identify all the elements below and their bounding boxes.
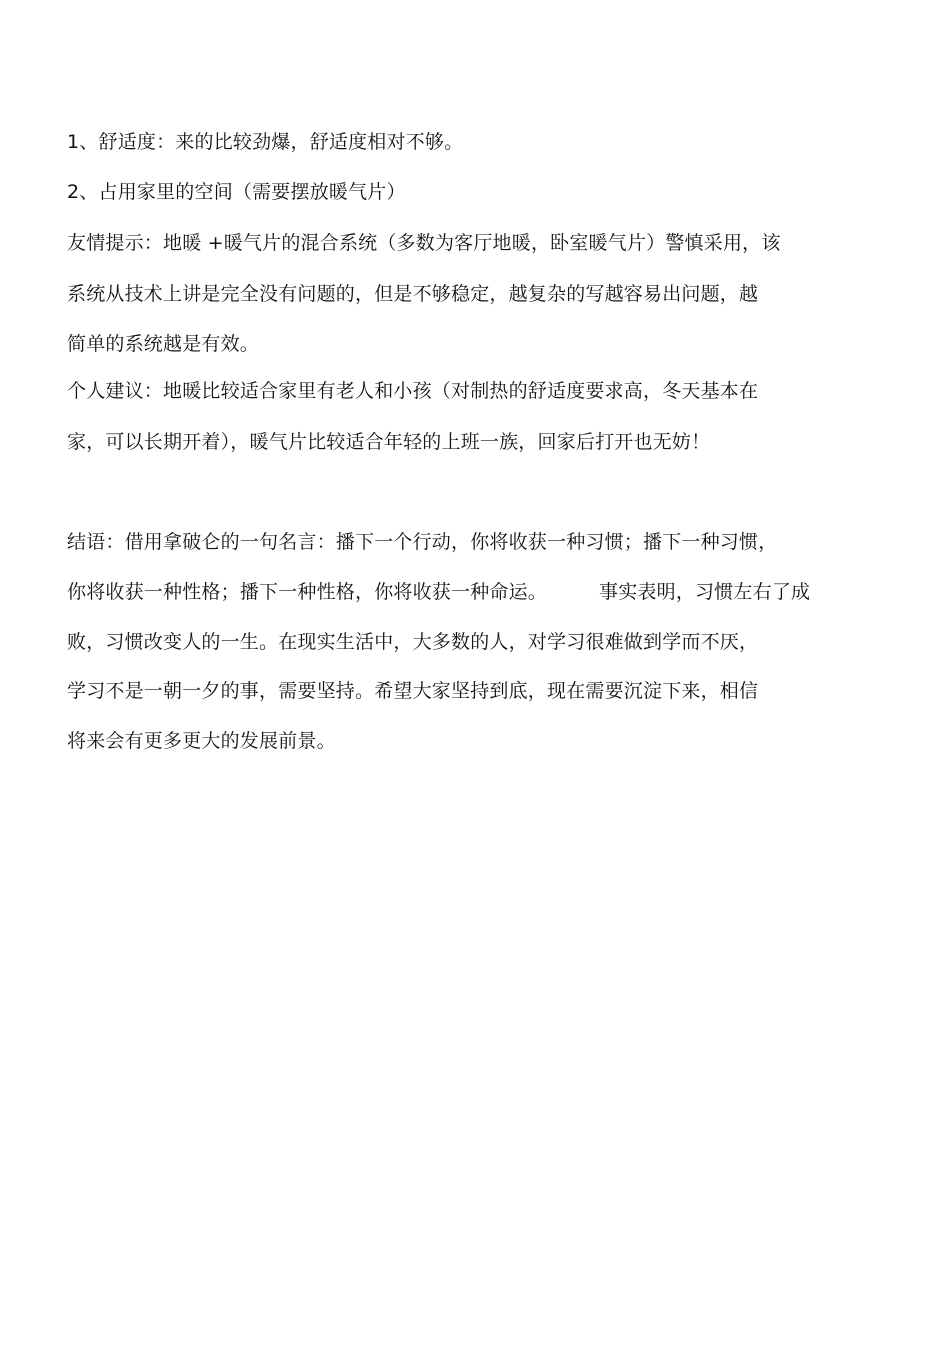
item-space: 2、占用家里的空间（需要摆放暖气片） <box>67 181 406 203</box>
conclusion-line-1: 结语：借用拿破仑的一句名言：播下一个行动，你将收获一种习惯；播下一种习惯， <box>67 531 778 553</box>
conclusion-line-5: 将来会有更多更大的发展前景。 <box>67 730 336 752</box>
tip-line-2: 系统从技术上讲是完全没有问题的，但是不够稳定，越复杂的写越容易出问题，越 <box>67 283 759 305</box>
item-comfort: 1、舒适度：来的比较劲爆，舒适度相对不够。 <box>67 131 464 153</box>
conclusion-line-2 <box>67 579 810 605</box>
conclusion-line-2-part-b: 事实表明，习惯左右了成 <box>599 581 811 603</box>
conclusion-line-3: 败，习惯改变人的一生。在现实生活中，大多数的人，对学习很难做到学而不厌， <box>67 631 759 653</box>
tip-line-3: 简单的系统越是有效。 <box>67 333 260 355</box>
conclusion-line-4: 学习不是一朝一夕的事，需要坚持。希望大家坚持到底，现在需要沉淀下来，相信 <box>67 680 759 702</box>
advice-line-1: 个人建议：地暖比较适合家里有老人和小孩（对制热的舒适度要求高，冬天基本在 <box>67 380 759 402</box>
conclusion-line-2-part-a: 你将收获一种性格；播下一种性格，你将收获一种命运。 <box>67 581 548 603</box>
tip-line-1: 友情提示：地暖 +暖气片的混合系统（多数为客厅地暖，卧室暖气片）警慎采用，该 <box>67 232 781 254</box>
advice-line-2: 家，可以长期开着），暖气片比较适合年轻的上班一族，回家后打开也无妨！ <box>67 431 711 453</box>
